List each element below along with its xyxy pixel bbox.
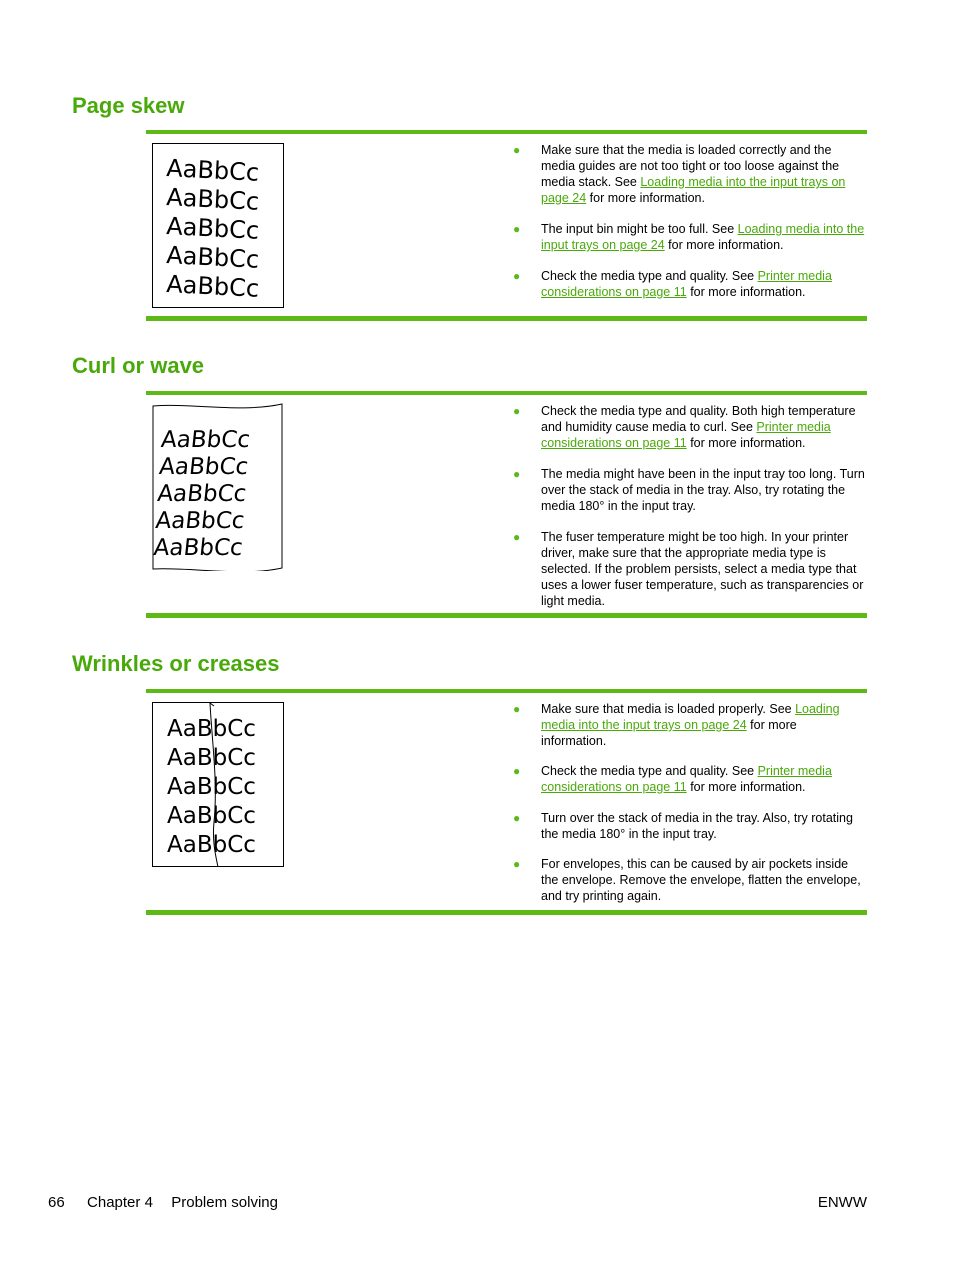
sample-line: AaBbCc [165, 183, 260, 216]
sample-line: AaBbCc [167, 716, 256, 742]
section-title-page-skew: Page skew [72, 93, 185, 118]
section-rule-top [146, 689, 867, 693]
page-skew-bullet-list [513, 142, 865, 300]
list-item: ● Make sure that media is loaded properly. See Loading media into the input trays on page 24 for more information. [513, 702, 840, 748]
sample-line: AaBbCc [165, 241, 260, 274]
bullet-icon: ● [513, 467, 521, 481]
section-rule-top [146, 391, 867, 395]
section-rule-bottom [146, 910, 867, 915]
list-item: ● Check the media type and quality. See Printer media considerations on page 11 for more information. [513, 269, 832, 299]
sample-line: AaBbCc [167, 832, 256, 858]
cross-reference-link[interactable]: Loading media into the input trays on page 24 [541, 702, 840, 732]
section-rule-top [146, 130, 867, 134]
bullet-icon: ● [513, 811, 521, 825]
cross-reference-link[interactable]: Printer media considerations on page 11 [541, 764, 832, 794]
bullet-icon: ● [513, 702, 521, 716]
footer-right: ENWW [817, 1194, 867, 1211]
sample-line: AaBbCc [167, 745, 256, 771]
page-number: 66 [48, 1194, 65, 1211]
section-rule-bottom [146, 316, 867, 321]
page-skew-sample-image [152, 143, 284, 308]
list-item: ● Check the media type and quality. Both high temperature and humidity cause media to curl. See Printer media considerations on page 11 for more information. [513, 404, 856, 450]
sample-line: AaBbCc [159, 427, 252, 453]
sample-line: AaBbCc [167, 774, 256, 800]
cross-reference-link[interactable]: Loading media into the input trays on page 24 [541, 175, 846, 205]
chapter-title: Problem solving [171, 1194, 278, 1211]
wrinkles-bullet-list [513, 701, 865, 904]
list-item: ● Check the media type and quality. See Printer media considerations on page 11 for more information. [513, 764, 832, 794]
bullet-icon: ● [513, 143, 521, 157]
bullet-icon: ● [513, 530, 521, 544]
chapter-label: Chapter 4 [87, 1194, 153, 1211]
sample-line: AaBbCc [167, 803, 256, 829]
list-item: ● Make sure that the media is loaded correctly and the media guides are not too tight or too loose against the media stack. See Loading media into the input trays on page 24 for more information. [513, 143, 846, 205]
list-item: ● For envelopes, this can be caused by air pockets inside the envelope. Remove the envelope, flatten the envelope, and try printing again. [513, 857, 861, 903]
section-title-wrinkles-or-creases: Wrinkles or creases [72, 651, 280, 676]
footer-left [48, 1194, 278, 1211]
bullet-icon: ● [513, 764, 521, 778]
cross-reference-link[interactable]: Printer media considerations on page 11 [541, 420, 831, 450]
bullet-icon: ● [513, 404, 521, 418]
curl-or-wave-bullet-list [513, 403, 865, 609]
sample-line: AaBbCc [152, 535, 244, 561]
section-title-curl-or-wave: Curl or wave [72, 353, 205, 378]
cross-reference-link[interactable]: Loading media into the input trays on page 24 [541, 222, 865, 252]
sample-line: AaBbCc [156, 481, 248, 507]
list-item: ● The fuser temperature might be too high. In your printer driver, make sure that the appropriate media type is selected. If the problem persists, select a media type that uses a lower fuser temperature, such as transparencies or light media. [513, 530, 864, 608]
wrinkles-sample-image [152, 702, 284, 868]
sample-line: AaBbCc [165, 154, 260, 187]
bullet-icon: ● [513, 857, 521, 871]
section-rule-bottom [146, 613, 867, 618]
list-item: ● The media might have been in the input tray too long. Turn over the stack of media in the tray. Also, try rotating the media 180° in the input tray. [513, 467, 865, 513]
sample-line: AaBbCc [154, 508, 246, 534]
sample-line: AaBbCc [157, 454, 250, 480]
sample-line: AaBbCc [165, 270, 260, 303]
sample-line: AaBbCc [165, 212, 260, 245]
list-item: ● The input bin might be too full. See Loading media into the input trays on page 24 for more information. [513, 222, 865, 252]
bullet-icon: ● [513, 222, 521, 236]
list-item: ● Turn over the stack of media in the tray. Also, try rotating the media 180° in the input tray. [513, 811, 853, 841]
curl-or-wave-sample-image [152, 403, 284, 571]
cross-reference-link[interactable]: Printer media considerations on page 11 [541, 269, 832, 299]
bullet-icon: ● [513, 269, 521, 283]
